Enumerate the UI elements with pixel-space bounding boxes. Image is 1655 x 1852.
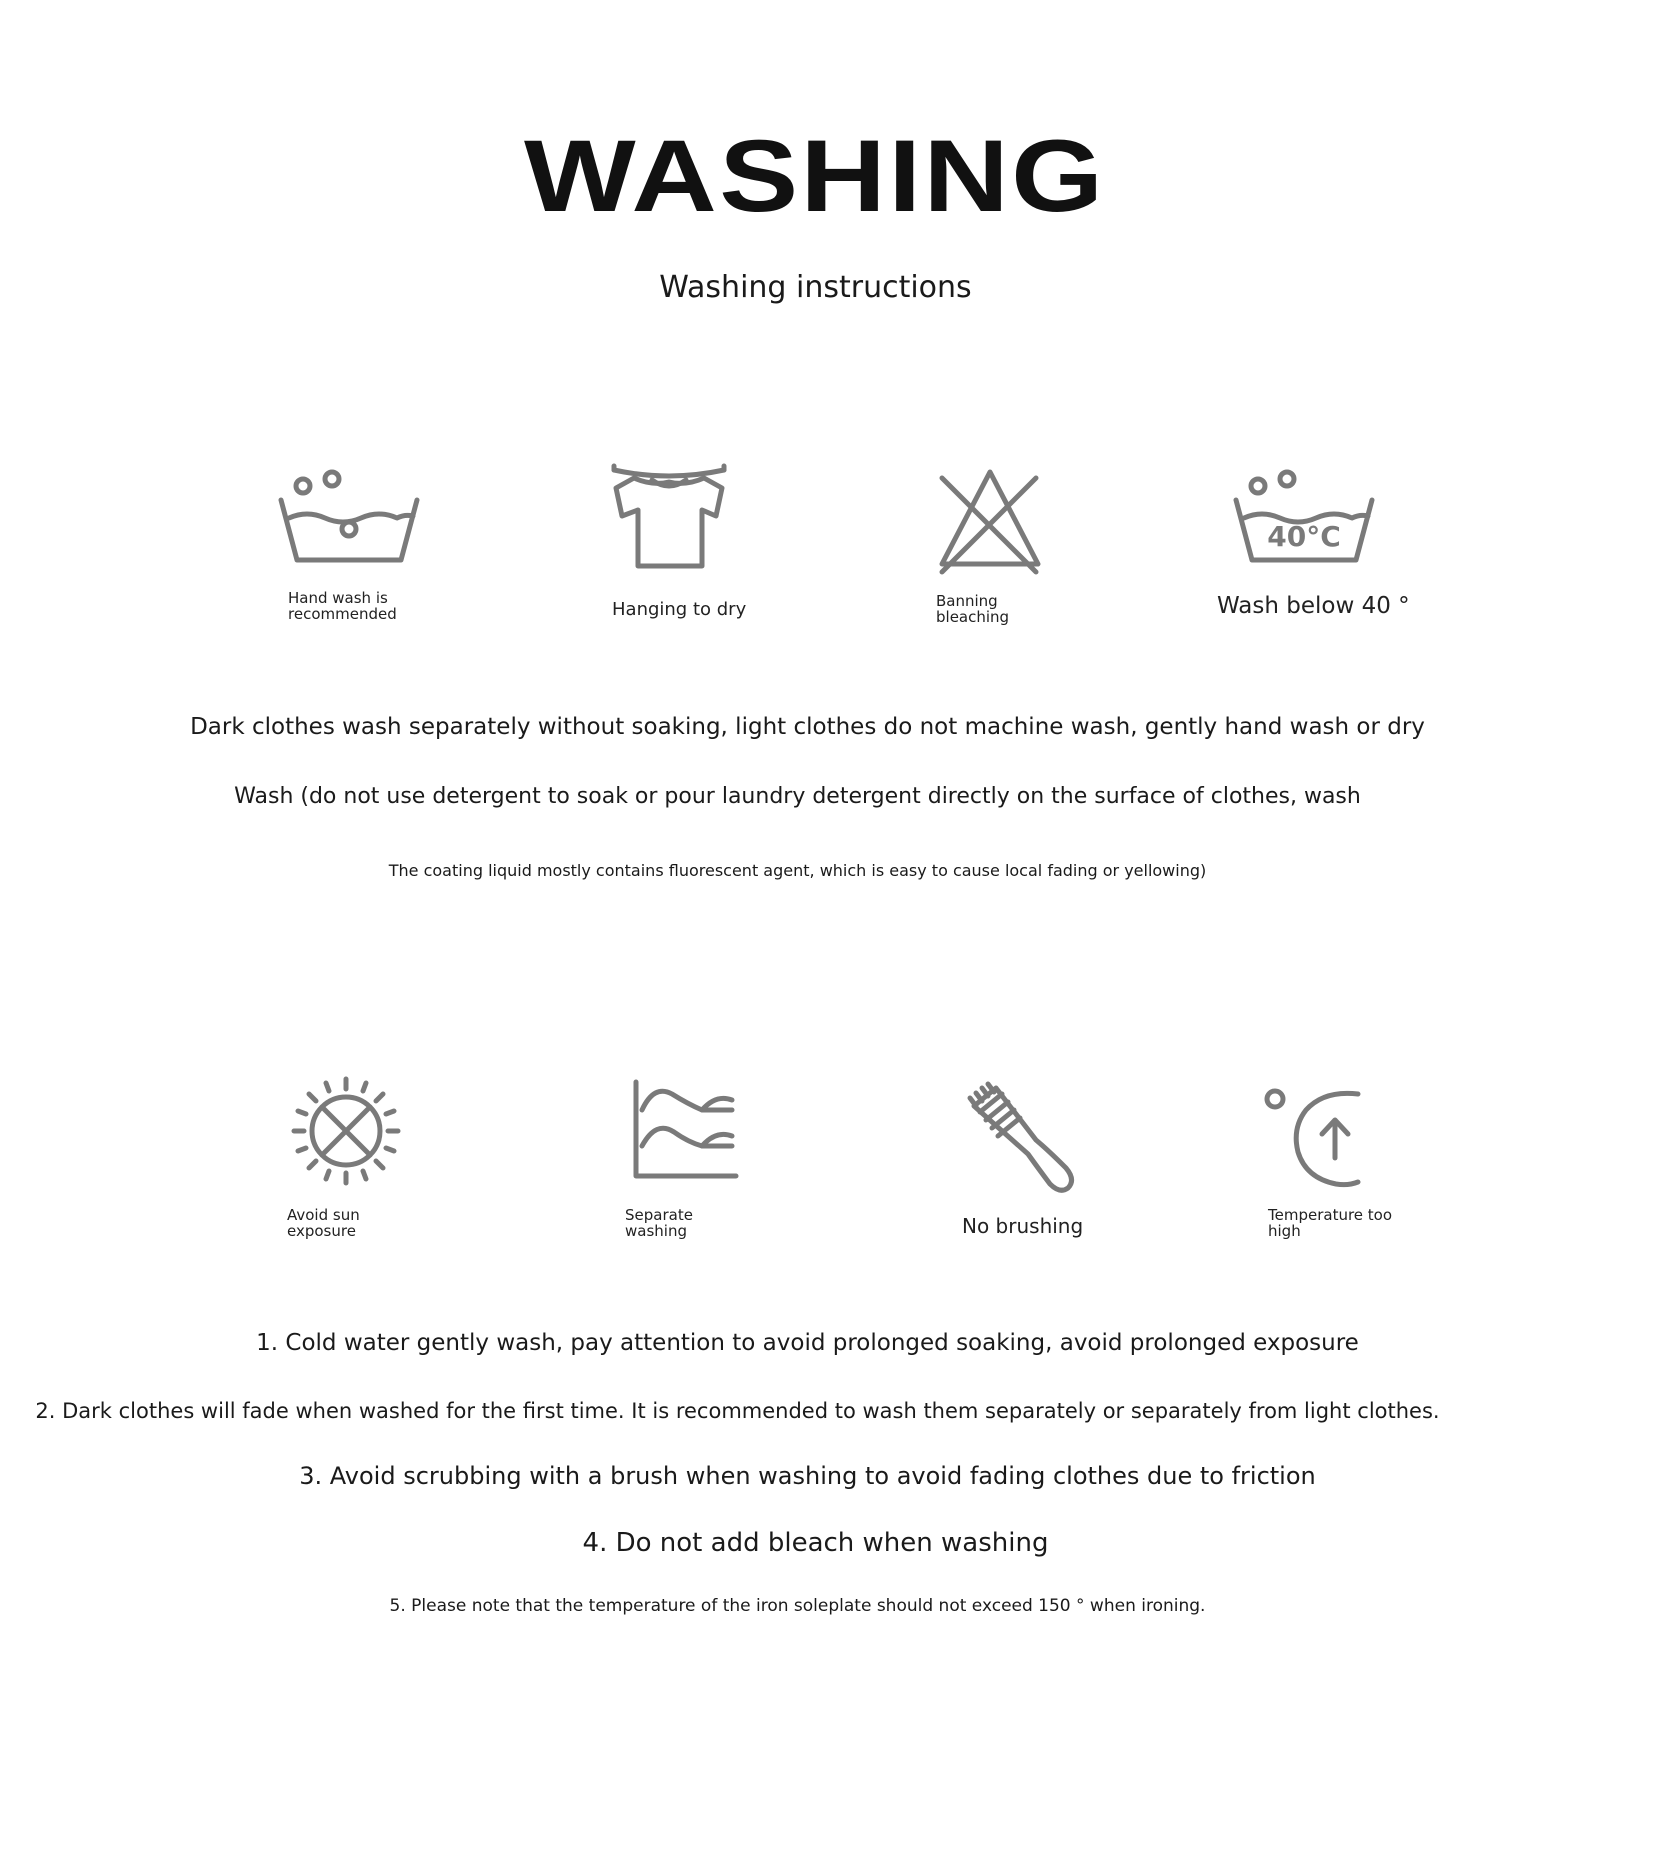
note-row2-line3: 3. Avoid scrubbing with a brush when washing to avoid fading clothes due to friction (299, 1462, 1316, 1490)
note-row2-line1: 1. Cold water gently wash, pay attention to avoid prolonged soaking, avoid prolonged exposure (256, 1330, 1359, 1356)
hand-wash-icon (277, 468, 423, 568)
hang-dry-icon (612, 466, 726, 572)
note-row2-line2: 2. Dark clothes will fade when washed for the first time. It is recommended to wash them separately or separately from light clothes. (35, 1399, 1440, 1423)
icon-label-temperature-high: Temperature too high (1268, 1206, 1393, 1240)
note-row2-line4: 4. Do not add bleach when washing (582, 1528, 1049, 1558)
icon-label-no-bleach: Banning bleaching (936, 592, 1010, 626)
note-row2-line5: 5. Please note that the temperature of the iron soleplate should not exceed 150 ° when ironing. (389, 1596, 1206, 1616)
icon-label-no-brushing: No brushing (962, 1214, 1084, 1238)
page-subtitle: Washing instructions (659, 270, 972, 305)
temperature-high-icon (1264, 1088, 1368, 1188)
no-brushing-icon (968, 1084, 1076, 1194)
wash-40-tub-text: 40°C (1267, 520, 1341, 553)
wash-40-icon (1232, 468, 1378, 568)
separate-wash-icon (632, 1080, 738, 1180)
note-row1-line1: Dark clothes wash separately without soaking, light clothes do not machine wash, gently hand wash or dry (190, 714, 1425, 740)
note-row1-line3: The coating liquid mostly contains fluorescent agent, which is easy to cause local fading or yellowing) (388, 861, 1207, 880)
icon-label-avoid-sun: Avoid sun exposure (287, 1206, 360, 1240)
icon-label-separate-wash: Separate washing (625, 1206, 693, 1240)
note-row1-line2: Wash (do not use detergent to soak or pour laundry detergent directly on the surface of clothes, wash (234, 784, 1361, 809)
icon-label-hand-wash: Hand wash is recommended (288, 589, 397, 623)
icon-label-hang-dry: Hanging to dry (612, 599, 747, 620)
icon-label-wash-40: Wash below 40 ° (1217, 593, 1410, 619)
page-title: WASHING (523, 119, 1106, 233)
avoid-sun-icon (292, 1077, 400, 1185)
no-bleach-icon (938, 468, 1042, 572)
